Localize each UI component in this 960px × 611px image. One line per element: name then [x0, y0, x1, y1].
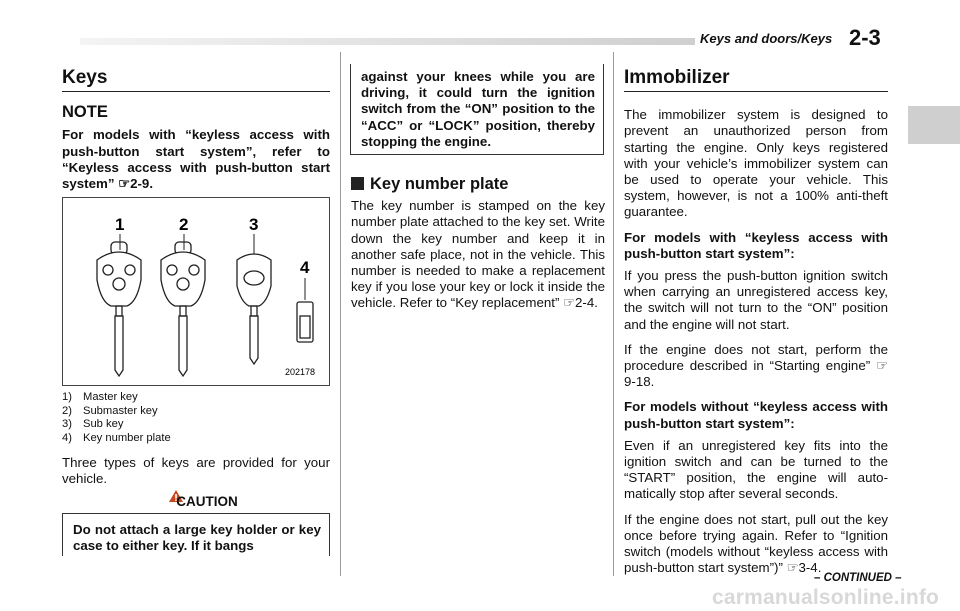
- watermark: carmanualsonline.info: [712, 586, 940, 609]
- note-heading: NOTE: [62, 103, 108, 122]
- note-text: For models with “keyless access with push-button start system”, refer to “Keyless access with push-button start system” ☞2-9.: [62, 127, 330, 192]
- key-number-plate-heading: Key number plate: [351, 176, 605, 192]
- keys-heading: Keys: [62, 70, 330, 92]
- chapter-tab: [908, 106, 960, 144]
- caution-label: CAUTION: [176, 494, 238, 509]
- legend-item: 3) Sub key: [62, 418, 124, 430]
- legend-item: 2) Submaster key: [62, 404, 158, 417]
- middle-column: [351, 176, 605, 312]
- master-key-icon: [97, 242, 141, 376]
- section-title: Keys and doors/Keys: [700, 31, 833, 46]
- key-number-plate-icon: [297, 302, 313, 342]
- callout-3: 3: [249, 215, 259, 234]
- immobilizer-para-5: If the engine does not start, pull out the key once before trying again. Refer to “Ignition switch (models without “keyless access with push-button start system”)” ☞3-4.: [624, 511, 888, 576]
- page-number: 2-3: [849, 25, 881, 50]
- legend-item: 1) Master key: [62, 391, 138, 403]
- immobilizer-subhead-2: For models without “keyless access with push-button start system”:: [624, 399, 888, 431]
- sub-key-icon: [237, 254, 271, 364]
- immobilizer-para-2: If you press the push-button ignition switch when carrying an unregistered access key, the switch will not turn to the “ON” position and the engine will not start.: [624, 268, 888, 332]
- figure-id: 202178: [285, 367, 316, 377]
- square-bullet-icon: [351, 177, 364, 190]
- immobilizer-heading: Immobilizer: [624, 70, 888, 92]
- caution-text-2: against your knees while you are driving, it could turn the ignition switch from the “ON” position to the “ACC” or “LOCK” position, thereby stopping the engine.: [361, 69, 595, 149]
- immobilizer-para-1: The immobilizer system is designed to prevent an unauthorized person from starting the engine. Only keys registered with your vehicle’s immobilizer system can be used to operate your vehicle. This system, however, is not a 100% anti-theft guarantee.: [624, 107, 888, 220]
- callout-2: 2: [179, 215, 189, 234]
- immobilizer-para-3: If the engine does not start, perform the procedure described in “Starting engine” ☞9-18.: [624, 341, 888, 390]
- right-column: [624, 67, 888, 576]
- column-divider: [613, 52, 614, 576]
- callout-4: 4: [300, 258, 310, 277]
- keys-figure: [62, 197, 330, 386]
- continued-label: – CONTINUED –: [814, 572, 902, 584]
- callout-1: 1: [115, 215, 125, 234]
- figure-legend: [62, 391, 330, 445]
- left-column: [62, 67, 330, 192]
- header-rule: [80, 38, 695, 45]
- immobilizer-para-4: Even if an unregistered key fits into the ignition switch and can be turned to the “START” position, the engine will auto-matically stop after several seconds.: [624, 437, 888, 502]
- keys-illustration: [63, 198, 329, 385]
- legend-item: 4) Key number plate: [62, 431, 171, 444]
- keys-body-text: Three types of keys are provided for your vehicle.: [62, 455, 330, 487]
- key-number-body: The key number is stamped on the key number plate attached to the key set. Write down the key number and keep it in another safe place, not in the vehicle. This number is needed to make a replacement key if you lose your key or lock it inside the vehicle. Refer to “Key replacement” ☞2-4.: [351, 198, 605, 311]
- column-divider: [340, 52, 341, 576]
- immobilizer-subhead-1: For models with “keyless access with push-button start system”:: [624, 229, 888, 261]
- caution-text-1: Do not attach a large key holder or key case to either key. If it bangs: [73, 522, 321, 554]
- submaster-key-icon: [161, 242, 205, 376]
